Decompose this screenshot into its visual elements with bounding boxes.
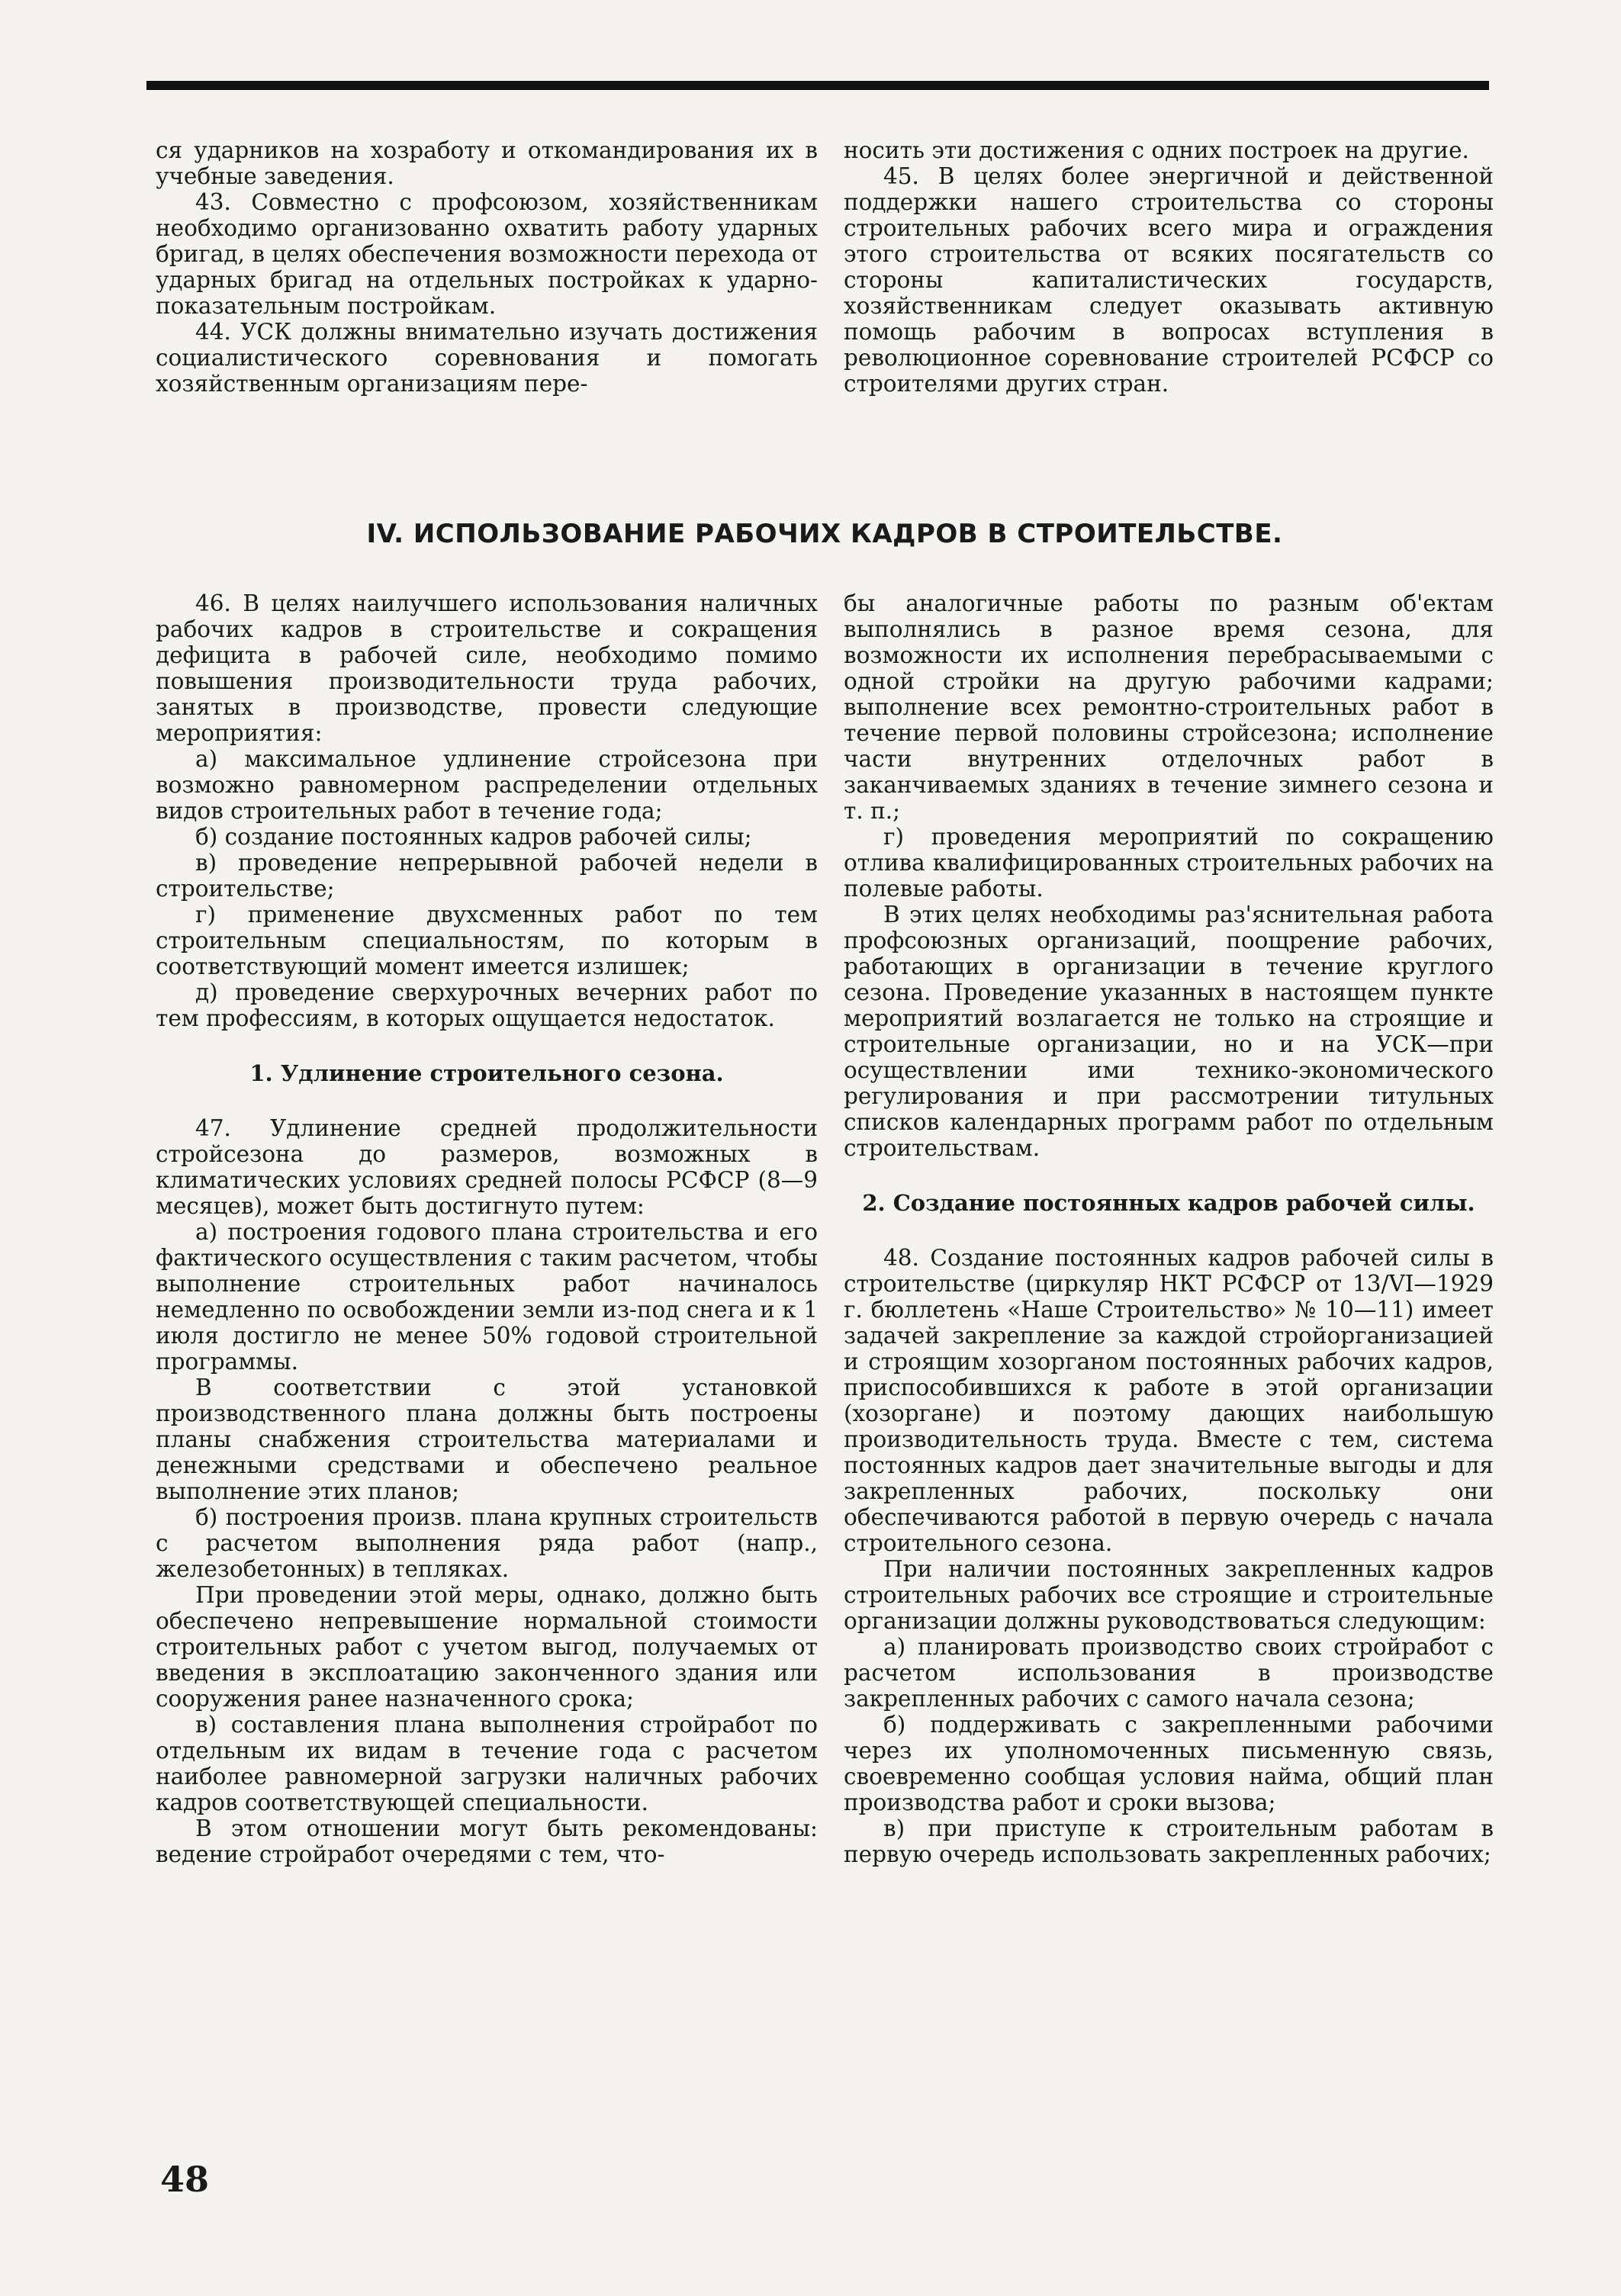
paragraph: В соответствии с этой установкой производственного плана должны быть построены планы снабжения строительства материалами и денежными средствами и обеспечено реальное выполнение этих планов; bbox=[156, 1375, 818, 1504]
paragraph: в) проведение непрерывной рабочей недели в строительстве; bbox=[156, 850, 818, 902]
paragraph: а) построения годового плана строительства и его фактического осуществления с таким расчетом, чтобы выполнение строительных работ начиналось немедленно по освобождении земли из-под снега и к 1 июля достигло не менее 50% годовой строительной программы. bbox=[156, 1219, 818, 1375]
paragraph: ся ударников на хозработу и откомандирования их в учебные заведения. bbox=[156, 137, 818, 189]
paragraph: б) создание постоянных кадров рабочей силы; bbox=[195, 824, 752, 850]
paragraph: б) поддерживать с закрепленными рабочими через их уполномоченных письменную связь, своевременно сообщая условия найма, общий план производства работ и сроки вызова; bbox=[844, 1712, 1494, 1815]
page-number: 48 bbox=[160, 2159, 210, 2200]
paragraph: В этом отношении могут быть рекомендованы: ведение стройработ очередями с тем, что- bbox=[156, 1815, 818, 1867]
paragraph: б) построения произв. плана крупных строительств с расчетом выполнения ряда работ (напр., железобетонных) в тепляках. bbox=[156, 1504, 818, 1582]
paragraph: 48. Создание постоянных кадров рабочей силы в строительстве (циркуляр НКТ РСФСР от 13/VI—1929 г. бюллетень «Наше Строительство» № 10—11) имеет задачей закрепление за каждой стройорганизацией и строящим хозорганом постоянных рабочих кадров, приспособившихся к работе в этой организации (хозоргане) и поэтому дающих наибольшую производительность труда. Вместе с тем, система постоянных кадров дает значительные выгоды и для закрепленных рабочих, поскольку они обеспечиваются работой в первую очередь с начала строительного сезона. bbox=[844, 1245, 1494, 1556]
paragraph: г) проведения мероприятий по сокращению отлива квалифицированных строительных рабочих на полевые работы. bbox=[844, 824, 1494, 902]
paragraph: бы аналогичные работы по разным об'ектам выполнялись в разное время сезона, для возможности их исполнения перебрасываемыми с одной стройки на другую рабочими кадрами; выполнение всех ремонтно-строительных работ в течение первой половины стройсезона; исполнение части внутренних отделочных работ в заканчиваемых зданиях в течение зимнего сезона и т. п.; bbox=[844, 590, 1494, 824]
paragraph: д) проведение сверхурочных вечерних работ по тем профессиям, в которых ощущается недостаток. bbox=[156, 979, 818, 1031]
paragraph: В этих целях необходимы раз'яснительная работа профсоюзных организаций, поощрение рабочих, работающих в организации в течение круглого сезона. Проведение указанных в настоящем пункте мероприятий возлагается не только на строящие и строительные организации, но и на УСК—при осуществлении ими технико-экономического регулирования и при рассмотрении титульных списков календарных программ работ по отдельным строительствам. bbox=[844, 902, 1494, 1161]
paragraph: При проведении этой меры, однако, должно быть обеспечено непревышение нормальной стоимости строительных работ с учетом выгод, получаемых от введения в эксплоатацию законченного здания или сооружения ранее назначенного срока; bbox=[156, 1582, 818, 1712]
paragraph: 46. В целях наилучшего использования наличных рабочих кадров в строительстве и сокращения дефицита в рабочей силе, необходимо помимо повышения производительности труда рабочих, занятых в производстве, провести следующие мероприятия: bbox=[156, 590, 818, 746]
left-column bbox=[156, 590, 818, 1867]
paragraph: а) максимальное удлинение стройсезона при возможно равномерном распределении отдельных видов строительных работ в течение года; bbox=[156, 746, 818, 824]
paragraph: а) планировать производство своих стройработ с расчетом использования в производстве закрепленных рабочих с самого начала сезона; bbox=[844, 1634, 1494, 1712]
section-title: IV. ИСПОЛЬЗОВАНИЕ РАБОЧИХ КАДРОВ В СТРОИТЕЛЬСТВЕ. bbox=[366, 519, 1283, 549]
right-column bbox=[844, 590, 1494, 1867]
paragraph: носить эти достижения с одних построек на другие. bbox=[844, 137, 1469, 163]
paragraph: в) при приступе к строительным работам в первую очередь использовать закрепленных рабочих; bbox=[844, 1815, 1494, 1867]
paragraph: г) применение двухсменных работ по тем строительным специальностям, по которым в соответствующий момент имеется излишек; bbox=[156, 902, 818, 979]
subsection-title: 2. Создание постоянных кадров рабочей силы. bbox=[862, 1190, 1475, 1216]
top-left-column bbox=[156, 137, 818, 397]
paragraph: 44. УСК должны внимательно изучать достижения социалистического соревнования и помогать хозяйственным организациям пере- bbox=[156, 319, 818, 397]
subsection-title: 1. Удлинение строительного сезона. bbox=[249, 1060, 724, 1086]
paragraph: При наличии постоянных закрепленных кадров строительных рабочих все строящие и строительные организации должны руководствоваться следующим: bbox=[844, 1556, 1494, 1634]
paragraph: 45. В целях более энергичной и действенной поддержки нашего строительства со стороны строительных рабочих всего мира и ограждения этого строительства от всяких посягательств со стороны капиталистических государств, хозяйственникам следует оказывать активную помощь рабочим в вопросах вступления в революционное соревнование строителей РСФСР со строителями других стран. bbox=[844, 163, 1494, 397]
paragraph: 47. Удлинение средней продолжительности стройсезона до размеров, возможных в климатических условиях средней полосы РСФСР (8—9 месяцев), может быть достигнуто путем: bbox=[156, 1115, 818, 1219]
paragraph: 43. Совместно с профсоюзом, хозяйственникам необходимо организованно охватить работу ударных бригад, в целях обеспечения возможности перехода от ударных бригад на отдельных постройках к ударно-показательным постройкам. bbox=[156, 189, 818, 319]
paragraph: в) составления плана выполнения стройработ по отдельным их видам в течение года с расчетом наиболее равномерной загрузки наличных рабочих кадров соответствующей специальности. bbox=[156, 1712, 818, 1815]
top-rule bbox=[146, 81, 1489, 90]
top-right-column bbox=[844, 137, 1494, 397]
